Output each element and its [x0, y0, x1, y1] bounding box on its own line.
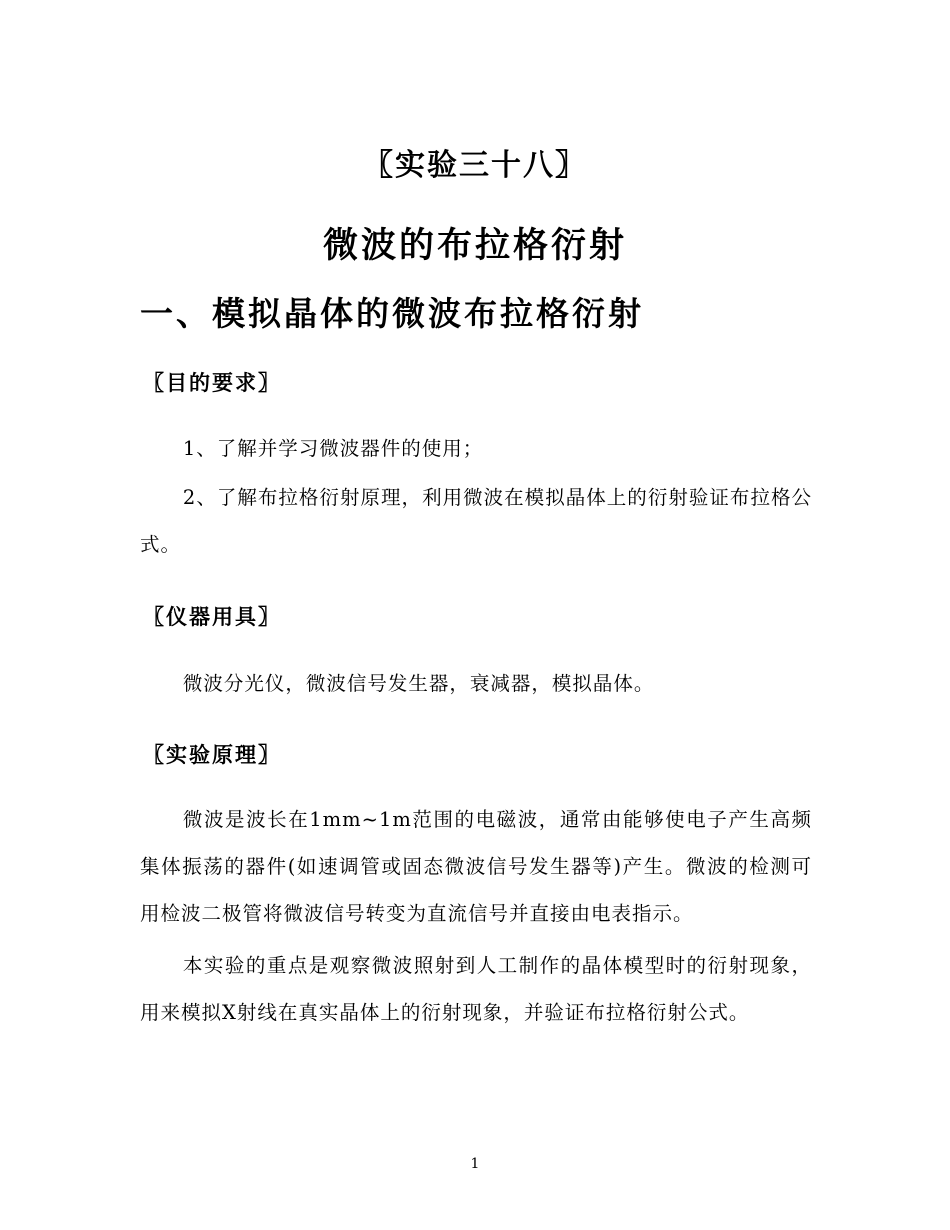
principle-heading: 〖实验原理〗 [143, 742, 281, 767]
section-heading: 一、模拟晶体的微波布拉格衍射 [140, 294, 644, 333]
experiment-number: 〖实验三十八〗 [363, 148, 587, 183]
document-title: 微波的布拉格衍射 [322, 225, 627, 266]
objectives-heading: 〖目的要求〗 [143, 370, 281, 395]
instruments-heading: 〖仪器用具〗 [143, 604, 281, 629]
principle-paragraph-2: 本实验的重点是观察微波照射到人工制作的晶体模型时的衍射现象，用来模拟X射线在真实晶体上的衍射现象，并验证布拉格衍射公式。 [140, 954, 812, 1024]
page-number: 1 [470, 1156, 480, 1172]
objective-item-2: 2、了解布拉格衍射原理，利用微波在模拟晶体上的衍射验证布拉格公式。 [140, 486, 812, 556]
objective-item-1: 1、了解并学习微波器件的使用； [182, 437, 484, 460]
instruments-text: 微波分光仪，微波信号发生器，衰减器，模拟晶体。 [182, 672, 655, 695]
principle-paragraph-1: 微波是波长在1mm~1m范围的电磁波，通常由能够使电子产生高频集体振荡的器件(如速调管或固态微波信号发生器等)产生。微波的检测可用检波二极管将微波信号转变为直流信号并直接由电表指示。 [140, 808, 812, 925]
